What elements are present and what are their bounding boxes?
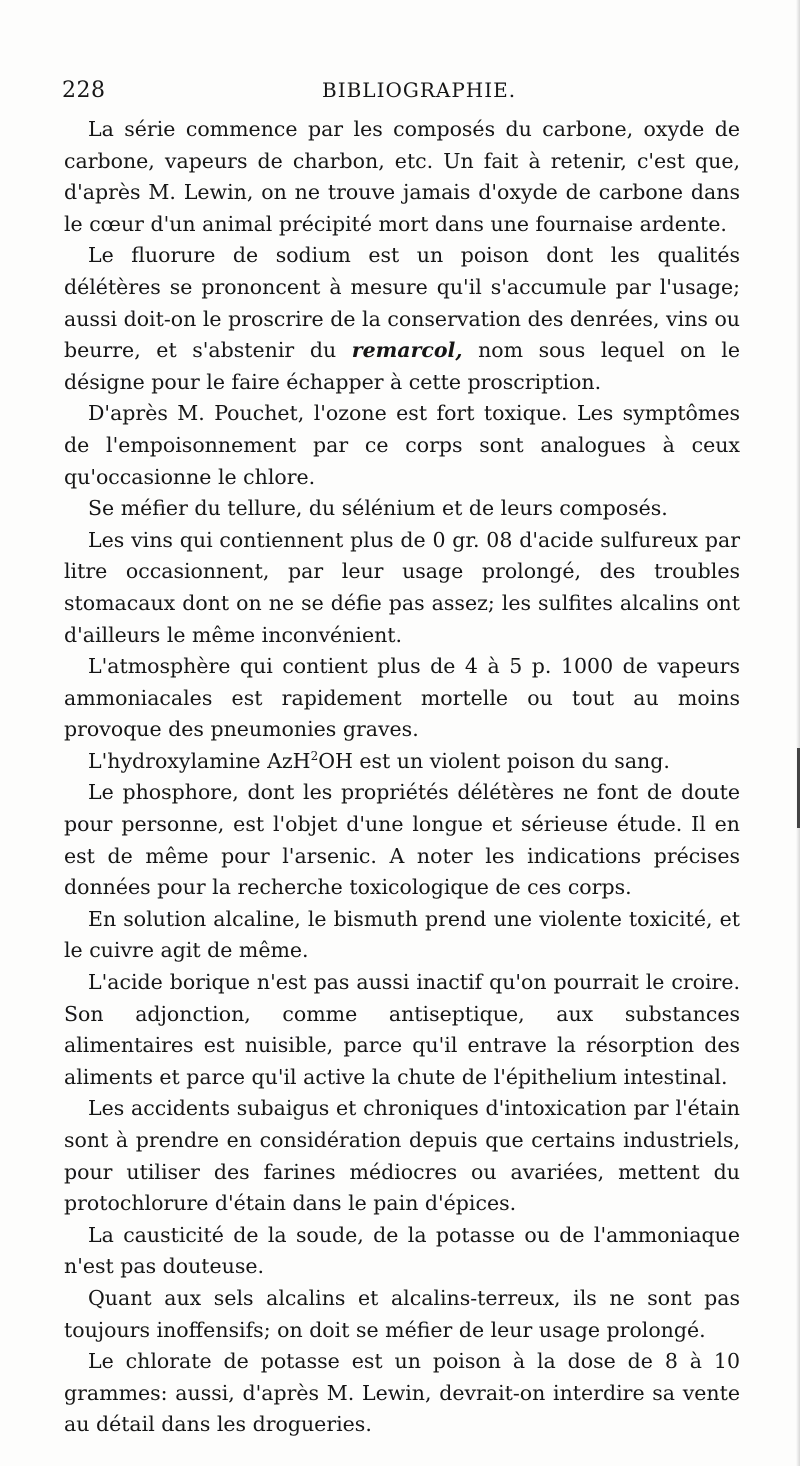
body-text	[64, 114, 740, 1441]
paragraph-vins: Les vins qui contiennent plus de 0 gr. 08 d'acide sulfureux par litre occasionnent, par leur usage prolongé, des troubles stomacaux dont on ne se défie pas assez; les sulfites alcalins ont d'ailleurs le même inconvénient.	[64, 527, 740, 647]
paragraph-ozone: D'après M. Pouchet, l'ozone est fort toxique. Les symptômes de l'empoisonnement par ce corps sont analogues à ceux qu'occasionne le chlore.	[64, 401, 740, 489]
page-header	[62, 78, 742, 108]
page-number: 228	[62, 78, 106, 103]
paragraph-phosphore: Le phosphore, dont les propriétés délétères ne font de doute pour personne, est l'objet d'une longue et sérieuse étude. Il en est de même pour l'arsenic. A noter les indications précises données pour la recherche toxicologique de ces corps.	[64, 780, 740, 900]
paragraph-soude: La causticité de la soude, de la potasse ou de l'ammoniaque n'est pas douteuse.	[64, 1222, 740, 1279]
paragraph-chlorate: Le chlorate de potasse est un poison à la dose de 8 à 10 grammes: aussi, d'après M. Lewin, devrait-on interdire sa vente au détail dans les drogueries.	[64, 1349, 740, 1437]
paragraph-hydroxylamine	[64, 746, 740, 778]
paragraph-fluorure	[64, 240, 740, 398]
paragraph-carbone: La série commence par les composés du carbone, oxyde de carbone, vapeurs de charbon, etc. Un fait à retenir, c'est que, d'après M. Lewin, on ne trouve jamais d'oxyde de carbone dans le cœur d'un animal précipité mort dans une fournaise ardente.	[64, 117, 740, 236]
paragraph-sels-alcalins: Quant aux sels alcalins et alcalins-terreux, ils ne sont pas toujours inoffensifs; on doit se méfier de leur usage prolongé.	[64, 1285, 740, 1342]
paragraph-fluorure-text: Le fluorure de sodium est un poison dont les qualités délétères se prononcent à mesure qu'il s'accumule par l'usage; aussi doit-on le proscrire de la conservation des denrées, vins ou beurre, et s'abstenir du	[64, 243, 740, 363]
paragraph-etain: Les accidents subaigus et chroniques d'intoxication par l'étain sont à prendre en considération depuis que certains industriels, pour utiliser des farines médiocres ou avariées, mettent du protochlorure d'étain dans le pain d'épices.	[64, 1096, 740, 1216]
paragraph-tellure: Se méfier du tellure, du sélénium et de leurs composés.	[88, 496, 668, 521]
formula-superscript: 2	[310, 749, 319, 764]
remarcol-term: remarcol,	[351, 338, 463, 363]
paragraph-fluorure-text-end: nom sous lequel on le désigne pour le faire échapper à cette proscription.	[64, 338, 740, 394]
paragraph-bismuth: En solution alcaline, le bismuth prend une violente toxicité, et le cuivre agit de même.	[64, 906, 740, 963]
hydroxylamine-text: OH est un violent poison du sang.	[318, 748, 670, 773]
running-head: BIBLIOGRAPHIE.	[322, 78, 517, 102]
paragraph-acide-borique: L'acide borique n'est pas aussi inactif qu'on pourrait le croire. Son adjonction, comme antiseptique, aux substances alimentaires est nuisible, parce qu'il entrave la résorption des aliments et parce qu'il active la chute de l'épithelium intestinal.	[64, 970, 740, 1089]
hydroxylamine-formula: L'hydroxylamine AzH	[88, 748, 311, 773]
paragraph-ammoniaque: L'atmosphère qui contient plus de 4 à 5 p. 1000 de vapeurs ammoniacales est rapidement mortelle ou tout au moins provoque des pneumonies graves.	[64, 654, 740, 742]
page-edge-shadow	[796, 0, 800, 1466]
